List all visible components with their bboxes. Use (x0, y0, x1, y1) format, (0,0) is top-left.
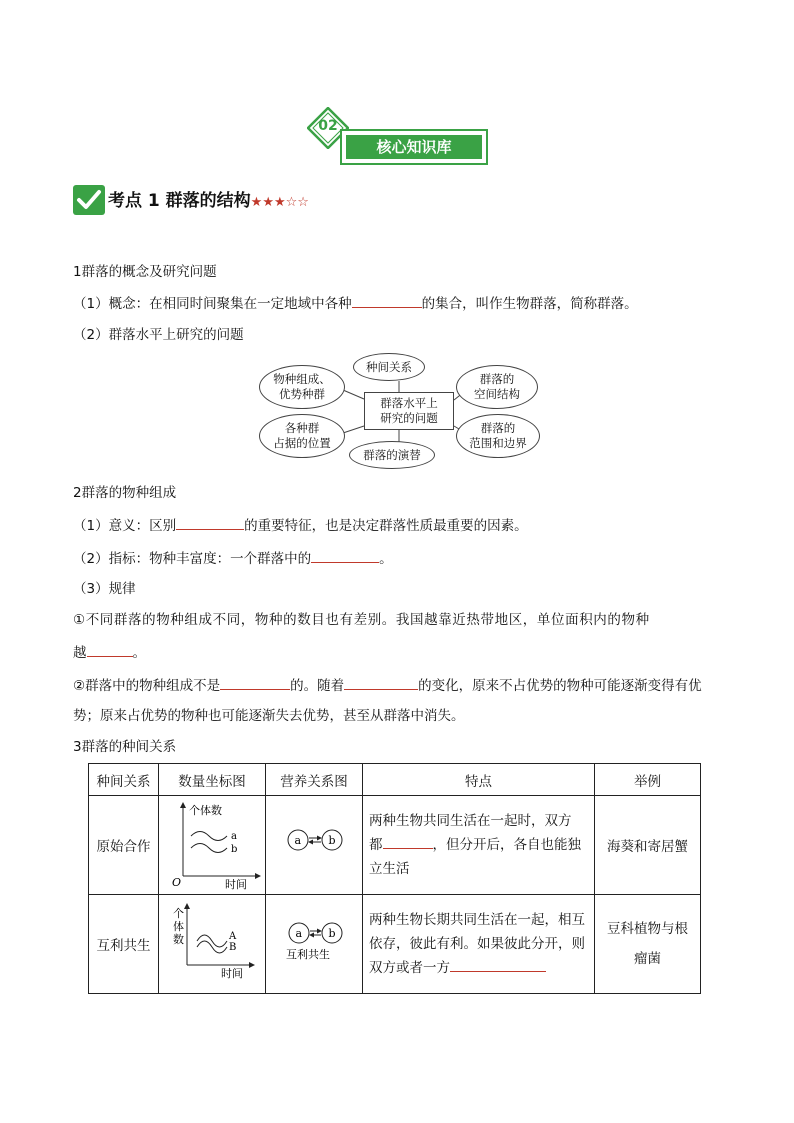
research-diagram (256, 352, 542, 474)
node-line: 空间结构 (474, 387, 520, 401)
item-text: 的。随着 (290, 678, 345, 694)
node-center (364, 392, 454, 430)
nutrition-graph-cell (266, 895, 363, 994)
curve-label: B (229, 942, 237, 953)
node-line: 研究的问题 (380, 411, 438, 425)
feature-line (369, 833, 588, 857)
node-line: 群落的 (479, 372, 515, 386)
feature-line: 两种生物共同生活在一起时，双方 (369, 813, 572, 829)
curve-b (197, 941, 227, 953)
graph-ylabel: 个体数 (189, 804, 222, 817)
section2-item2 (73, 547, 393, 569)
badge-number: 02 (318, 118, 338, 134)
section1-item1 (73, 292, 638, 314)
relation-name: 原始合作 (89, 796, 159, 895)
node-interspecific: 种间关系 (353, 353, 425, 381)
section2-item1 (73, 514, 528, 536)
nutrition-caption: 互利共生 (286, 948, 330, 961)
item-text: 。 (132, 645, 146, 661)
graph-xlabel: 时间 (225, 878, 247, 890)
curve-a (191, 832, 227, 841)
table-header: 种间关系 (89, 764, 159, 796)
feature-line: 两种生物长期共同生活在一起，相互 (369, 912, 585, 928)
example-cell (595, 895, 701, 994)
node-spatial-structure (456, 365, 538, 409)
table-header: 特点 (363, 764, 595, 796)
fill-blank (176, 514, 244, 530)
section-heading (108, 189, 309, 215)
node-line: 群落的 (480, 421, 516, 435)
table-header: 数量坐标图 (159, 764, 266, 796)
count-graph-mutualism (159, 895, 265, 989)
nutrition-graph-mutualism (266, 895, 362, 989)
nutrition-graph-protocooperation (266, 796, 362, 890)
curve-a (197, 935, 227, 947)
feature-cell (363, 796, 595, 895)
section2-item3: （3）规律 (73, 581, 136, 597)
feature-cell (363, 895, 595, 994)
section2-rule1-line2 (73, 641, 146, 663)
curve-label: A (229, 931, 237, 942)
item-text: ，但分开后，各自也能独 (432, 837, 581, 853)
item-text: （1）概念：在相同时间聚集在一定地域中各种 (73, 296, 352, 312)
fill-blank (87, 641, 133, 657)
item-text: 越 (73, 645, 87, 661)
section1-item2: （2）群落水平上研究的问题 (73, 327, 244, 343)
example-line: 瘤菌 (634, 951, 661, 967)
curve-b (191, 844, 227, 853)
node-species-composition (259, 365, 345, 409)
badge-box (340, 129, 488, 165)
relation-name: 互利共生 (89, 895, 159, 994)
count-graph-cell (159, 796, 266, 895)
item-text: 双方或者一方 (369, 960, 450, 976)
node-succession: 群落的演替 (349, 441, 435, 469)
node-line: 物种组成、 (273, 372, 331, 386)
node-line: 优势种群 (279, 387, 325, 401)
example-cell (595, 796, 701, 895)
fill-blank (344, 674, 418, 690)
table-header-row (89, 764, 701, 796)
graph-origin: O (172, 876, 182, 889)
table-row (89, 895, 701, 994)
section2-rule2-line1 (73, 674, 702, 696)
organism-b: b (328, 927, 336, 940)
node-population-position (259, 414, 345, 458)
organism-a: a (295, 927, 303, 940)
relationship-table (88, 763, 701, 994)
heading-title: 考点 1 群落的结构 (108, 191, 251, 211)
node-line: 群落水平上 (380, 396, 438, 410)
count-graph-cell (159, 895, 266, 994)
node-line: 范围和边界 (469, 436, 527, 450)
graph-ylabel: 体 (173, 920, 184, 933)
section1-title: 1群落的概念及研究问题 (73, 264, 217, 280)
curve-label: a (231, 831, 237, 842)
example-line: 豆科植物与根 (607, 921, 688, 937)
item-text: 的变化，原来不占优势的物种可能逐渐变得有优 (418, 678, 702, 694)
item-text: 的重要特征，也是决定群落性质最重要的因素。 (244, 518, 528, 534)
section3-title: 3群落的种间关系 (73, 739, 177, 755)
fill-blank (383, 833, 433, 849)
item-text: 都 (369, 837, 383, 853)
item-text: 的集合，叫作生物群落，简称群落。 (421, 296, 638, 312)
count-graph-protocooperation (159, 796, 265, 890)
table-header: 举例 (595, 764, 701, 796)
feature-line: 依存，彼此有利。如果彼此分开，则 (369, 936, 585, 952)
node-line: 占据的位置 (273, 436, 331, 450)
fill-blank (352, 292, 422, 308)
graph-ylabel: 数 (173, 933, 184, 946)
item-text: （1）意义：区别 (73, 518, 177, 534)
example-line: 海葵和寄居蟹 (607, 839, 688, 855)
section2-rule2-line2: 势；原来占优势的物种也可能逐渐失去优势，甚至从群落中消失。 (73, 708, 465, 724)
graph-ylabel: 个 (173, 907, 184, 920)
section2-rule1-line1: ①不同群落的物种组成不同，物种的数目也有差别。我国越靠近热带地区，单位面积内的物种 (73, 612, 650, 628)
fill-blank (311, 547, 379, 563)
table-header: 营养关系图 (266, 764, 363, 796)
rating-stars: ★★★☆☆ (250, 195, 309, 210)
graph-xlabel: 时间 (221, 967, 243, 980)
fill-blank (450, 956, 546, 972)
curve-label: b (231, 844, 238, 855)
checkmark-icon (72, 184, 106, 216)
fill-blank (220, 674, 290, 690)
node-line: 各种群 (284, 421, 320, 435)
node-range-boundary (456, 414, 540, 458)
item-text: 。 (379, 551, 393, 567)
nutrition-graph-cell (266, 796, 363, 895)
item-text: ②群落中的物种组成不是 (73, 678, 221, 694)
organism-b: b (328, 834, 336, 847)
badge-label: 核心知识库 (346, 135, 482, 159)
feature-line (369, 956, 588, 980)
table-row (89, 796, 701, 895)
feature-line: 立生活 (369, 861, 410, 877)
item-text: （2）指标：物种丰富度：一个群落中的 (73, 551, 312, 567)
organism-a: a (294, 834, 302, 847)
section2-title: 2群落的物种组成 (73, 485, 177, 501)
